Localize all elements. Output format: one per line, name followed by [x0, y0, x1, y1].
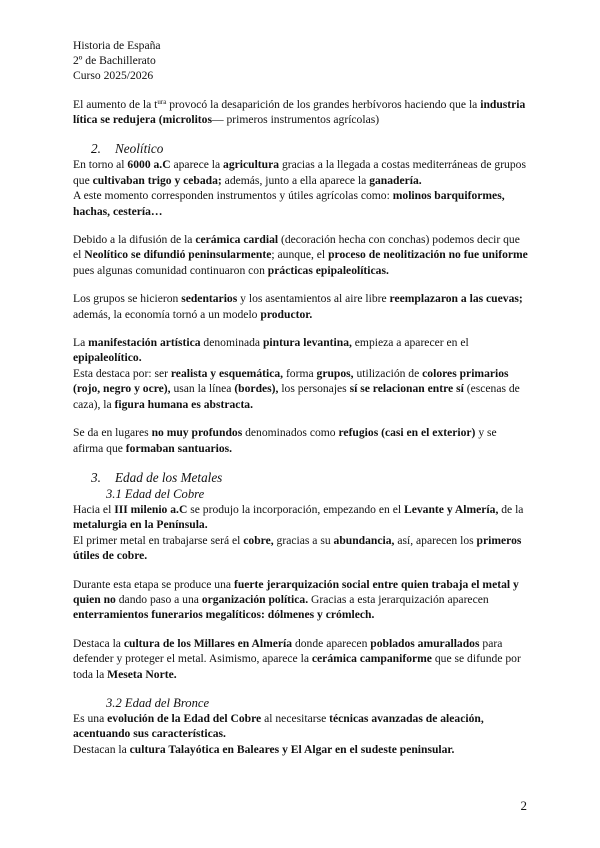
neolitico-paragraph-3: Debido a la difusión de la cerámica cardial (decoración hecha con conchas) podemos decir que el Neolítico se difundió peninsularmente; aunque, el proceso de neolitización no fue uniforme pues algunas comunidad continuaron con prácticas epipaleolíticas.: [73, 233, 528, 277]
neolitico-paragraph-7: Se da en lugares no muy profundos denominados como refugios (casi en el exterior) y se afirma que formaban santuarios.: [73, 426, 497, 455]
bronce-paragraph-1: Es una evolución de la Edad del Cobre al necesitarse técnicas avanzadas de aleación, acentuando sus características.: [73, 711, 484, 741]
superscript-ura: ura: [157, 97, 167, 106]
neolitico-paragraph-1: En torno al 6000 a.C aparece la agricultura gracias a la llegada a costas mediterráneas de grupos que cultivaban trigo y cebada; además, junto a ella aparece la ganadería.: [73, 158, 526, 187]
neolitico-paragraph-2: A este momento corresponden instrumentos y útiles agrícolas como: molinos barquiformes, hachas, cestería…: [73, 189, 505, 218]
document-page: [73, 38, 528, 757]
intro-paragraph: El aumento de la $t^{ura}$ provocó la desaparición de los grandes herbívoros haciendo que la industria lítica se redujera (microlitos— primeros instrumentos agrícolas): [73, 97, 526, 127]
neolitico-paragraph-5: La manifestación artística denominada pintura levantina, empieza a aparecer en el epipaleolítico.: [73, 336, 469, 365]
subsection-heading-bronce: 3.2 Edad del Bronce: [106, 695, 210, 710]
subsection-heading-cobre: 3.1 Edad del Cobre: [106, 486, 205, 501]
page-number: 2: [520, 798, 527, 813]
cobre-paragraph-4: Destaca la cultura de los Millares en Almería donde aparecen poblados amurallados para defender y proteger el metal. Asimismo, aparece la cerámica campaniforme que se difunde por toda la Meseta Norte.: [73, 636, 521, 681]
section-heading-metales: 3. Edad de los Metales: [91, 469, 223, 485]
cobre-paragraph-3: Durante esta etapa se produce una fuerte jerarquización social entre quien trabaja el metal y quien no dando paso a una organización política. Gracias a esta jerarquización aparecen enterramientos funerarios megalíticos: dólmenes y crómlech.: [73, 577, 519, 622]
header-course: 2º de Bachillerato: [73, 54, 156, 68]
document-header: [73, 38, 528, 84]
section-heading-neolitico: 2. Neolítico: [91, 141, 164, 157]
cobre-paragraph-1: Hacia el III milenio a.C se produjo la incorporación, empezando en el Levante y Almería, de la metalurgia en la Península.: [73, 502, 524, 532]
cobre-paragraph-2: El primer metal en trabajarse será el cobre, gracias a su abundancia, así, aparecen los primeros útiles de cobre.: [73, 533, 522, 563]
bronce-paragraph-2: Destacan la cultura Talayótica en Baleares y El Algar en el sudeste peninsular.: [73, 742, 455, 756]
header-year: Curso 2025/2026: [73, 69, 154, 83]
header-subject: Historia de España: [73, 39, 161, 52]
neolitico-paragraph-6: Esta destaca por: ser realista y esquemática, forma grupos, utilización de colores primarios (rojo, negro y ocre), usan la línea (bordes), los personajes sí se relacionan entre sí (escenas de caza), la figura humana es abstracta.: [73, 366, 520, 411]
neolitico-paragraph-4: Los grupos se hicieron sedentarios y los asentamientos al aire libre reemplazaron a las cuevas; además, la economía tornó a un modelo productor.: [73, 292, 523, 321]
